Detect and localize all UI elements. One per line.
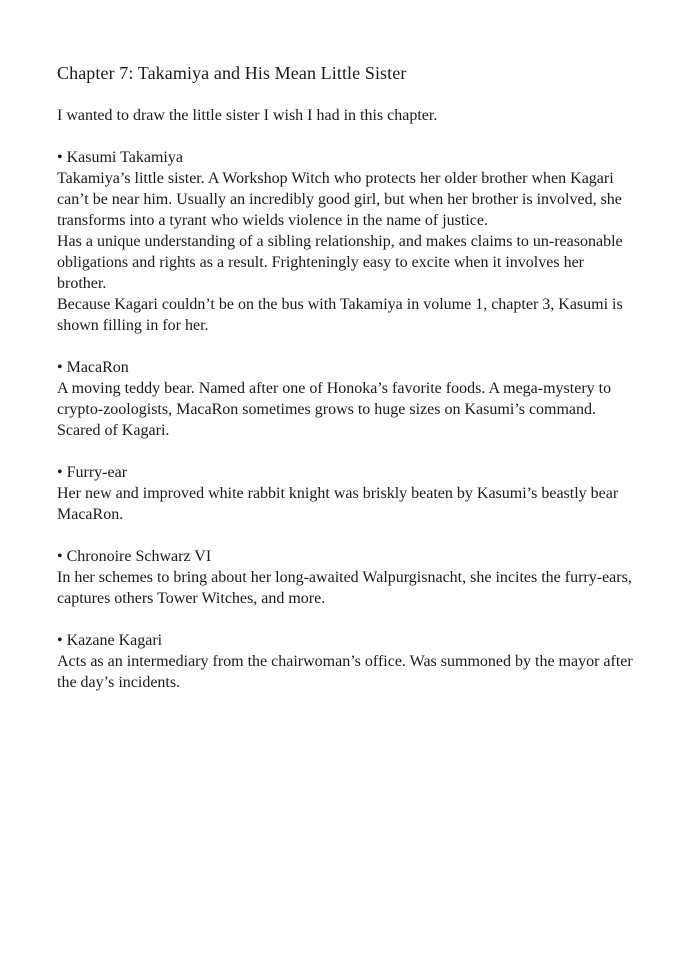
entry-heading: • Kazane Kagari (57, 632, 163, 649)
entry-paragraph: Because Kagari couldn’t be on the bus with Takamiya in volume 1, chapter 3, Kasumi is shown filling in for her. (57, 296, 623, 334)
entry-paragraph: Her new and improved white rabbit knight was briskly beaten by Kasumi’s beastly bear MacaRon. (57, 485, 619, 523)
entry-paragraph: In her schemes to bring about her long-awaited Walpurgisnacht, she incites the furry-ears, captures others Tower Witches, and more. (57, 569, 632, 607)
intro-text: I wanted to draw the little sister I wish I had in this chapter. (57, 107, 438, 124)
entry-paragraph: Has a unique understanding of a sibling relationship, and makes claims to un-reasonable obligations and rights as a result. Frighteningly easy to excite when it involves her brother. (57, 233, 623, 292)
entry-paragraph: Takamiya’s little sister. A Workshop Witch who protects her older brother when Kagari can’t be near him. Usually an incredibly good girl, but when her brother is involved, she transforms into a tyrant who wields violence in the name of justice. (57, 170, 622, 229)
entry-paragraph: A moving teddy bear. Named after one of Honoka’s favorite foods. A mega-mystery to crypto-zoologists, MacaRon sometimes grows to huge sizes on Kasumi’s command. Scared of Kagari. (57, 380, 612, 439)
entry-paragraph: Acts as an intermediary from the chairwoman’s office. Was summoned by the mayor after the day’s incidents. (57, 653, 633, 691)
character-entry-chronoire (57, 546, 637, 609)
entry-heading: • MacaRon (57, 359, 129, 376)
character-entry-macaron (57, 357, 637, 441)
character-entry-furry-ear (57, 462, 637, 525)
entry-heading: • Kasumi Takamiya (57, 149, 183, 166)
document-page (57, 60, 637, 714)
character-entry-kazane (57, 630, 637, 693)
entry-heading: • Furry-ear (57, 464, 128, 481)
character-entry-kasumi (57, 147, 637, 336)
chapter-title: Chapter 7: Takamiya and His Mean Little Sister (57, 63, 407, 83)
entry-heading: • Chronoire Schwarz VI (57, 548, 212, 565)
